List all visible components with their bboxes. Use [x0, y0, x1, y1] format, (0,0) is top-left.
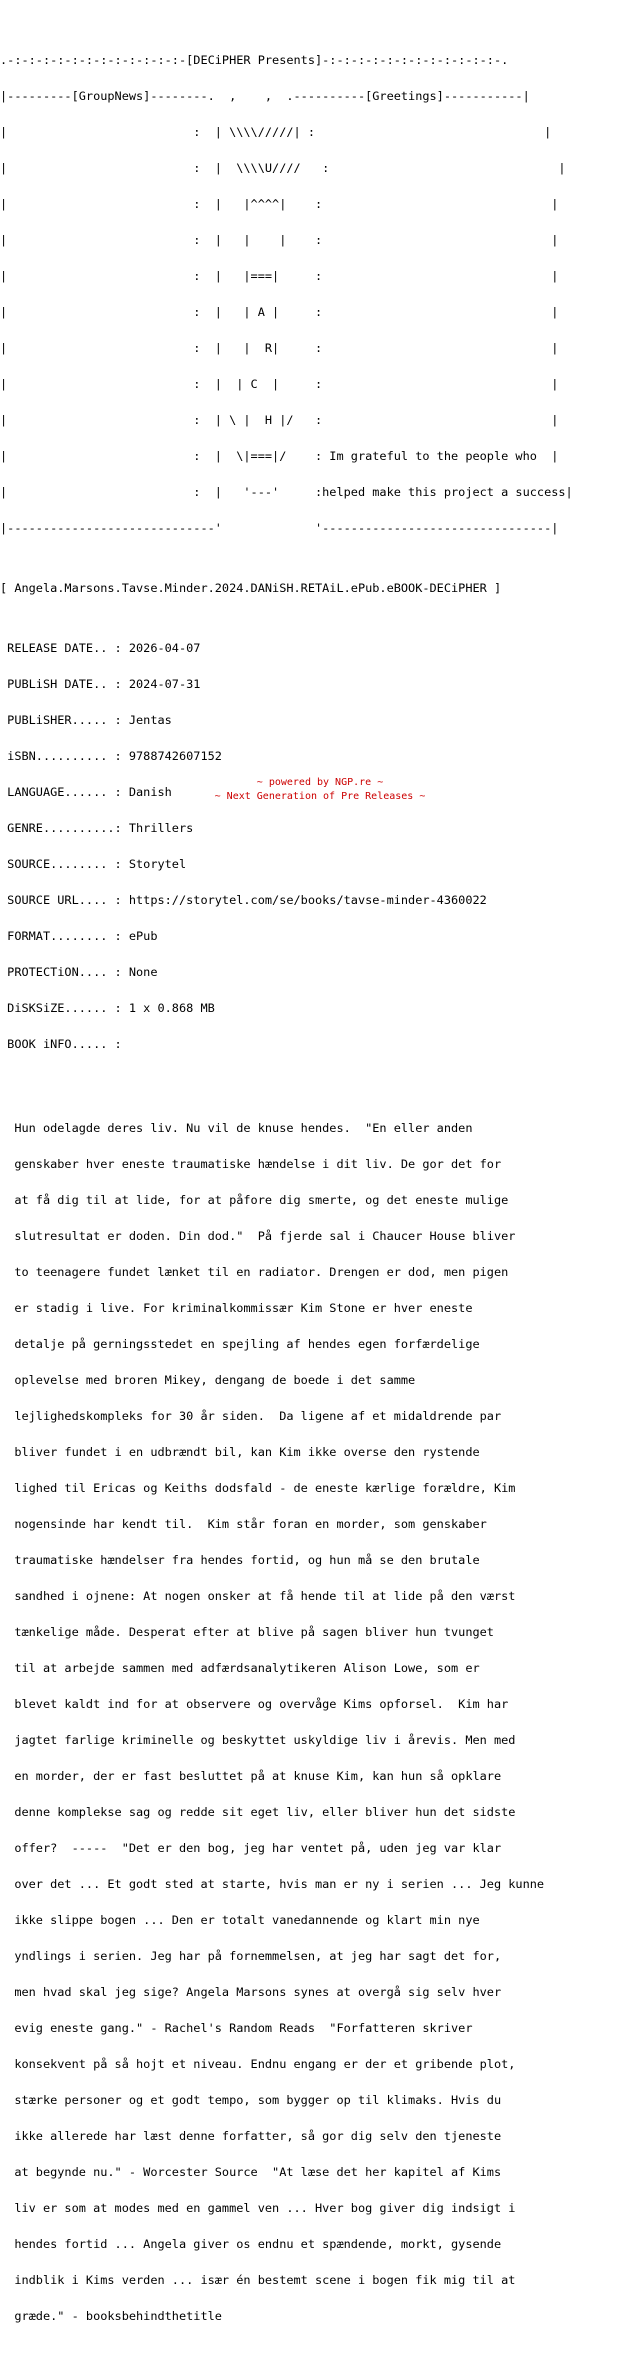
header-line: | : | \\\\/////| : |: [0, 125, 552, 139]
description-line: liv er som at modes med en gammel ven ... Hver bog giver dig indsigt i: [0, 2201, 516, 2215]
header-line: .-:-:-:-:-:-:-:-:-:-:-:-:-[DECiPHER Presents]-:-:-:-:-:-:-:-:-:-:-:-:-.: [0, 53, 509, 67]
description-line: jagtet farlige kriminelle og beskyttet uskyldige liv i årevis. Men med: [0, 1733, 516, 1747]
release-fields: [0, 618, 640, 1074]
field-release-date: RELEASE DATE.. : 2026-04-07: [0, 641, 201, 655]
description-line: græde." - booksbehindthetitle: [0, 2309, 222, 2323]
field-isbn: iSBN.......... : 9788742607152: [0, 749, 222, 763]
field-source-url: SOURCE URL.... : https://storytel.com/se/books/tavse-minder-4360022: [0, 893, 487, 907]
description-line: Hun odelagde deres liv. Nu vil de knuse hendes. "En eller anden: [0, 1121, 473, 1135]
description-line: ikke slippe bogen ... Den er totalt vanedannende og klart min nye: [0, 1913, 480, 1927]
field-genre: GENRE..........: Thrillers: [0, 821, 194, 835]
field-publisher: PUBLiSHER..... : Jentas: [0, 713, 172, 727]
description-line: konsekvent på så hojt et niveau. Endnu engang er der et gribende plot,: [0, 2057, 516, 2071]
header-line: | : | '---' :helped make this project a success|: [0, 485, 573, 499]
header-line: |---------[GroupNews]--------. , , .----------[Greetings]-----------|: [0, 89, 530, 103]
description-line: lejlighedskompleks for 30 år siden. Da ligene af et midaldrende par: [0, 1409, 502, 1423]
description-line: lighed til Ericas og Keiths dodsfald - de eneste kærlige forældre, Kim: [0, 1481, 516, 1495]
description-line: hendes fortid ... Angela giver os endnu et spændende, morkt, gysende: [0, 2237, 502, 2251]
book-description: [0, 1098, 640, 2346]
nfo-footer: [0, 776, 640, 804]
nfo-header-art: [0, 30, 640, 558]
description-line: stærke personer og et godt tempo, som bygger op til klimaks. Hvis du: [0, 2093, 502, 2107]
header-line: | : | \ | H |/ : |: [0, 413, 559, 427]
description-line: genskaber hver eneste traumatiske hændelse i dit liv. De gor det for: [0, 1157, 502, 1171]
description-line: at begynde nu." - Worcester Source "At læse det her kapitel af Kims: [0, 2165, 502, 2179]
header-line: | : | |===| : |: [0, 269, 559, 283]
field-publish-date: PUBLiSH DATE.. : 2024-07-31: [0, 677, 201, 691]
header-line: | : | | A | : |: [0, 305, 559, 319]
header-line: | : | | C | : |: [0, 377, 559, 391]
header-line: | : | \|===|/ : Im grateful to the people who |: [0, 449, 559, 463]
header-line: |-----------------------------' '--------------------------------|: [0, 521, 559, 535]
field-protection: PROTECTiON.... : None: [0, 965, 158, 979]
description-line: traumatiske hændelser fra hendes fortid, og hun må se den brutale: [0, 1553, 480, 1567]
description-line: indblik i Kims verden ... især én bestemt scene i bogen fik mig til at: [0, 2273, 516, 2287]
header-line: | : | | R| : |: [0, 341, 559, 355]
footer-powered-by: ~ powered by NGP.re ~: [256, 777, 384, 788]
release-title: [ Angela.Marsons.Tavse.Minder.2024.DANiSH.RETAiL.ePub.eBOOK-DECiPHER ]: [0, 581, 502, 595]
field-book-info: BOOK iNFO..... :: [0, 1037, 122, 1051]
description-line: to teenagere fundet lænket til en radiator. Drengen er dod, men pigen: [0, 1265, 509, 1279]
description-line: ikke allerede har læst denne forfatter, så gor dig selv den tjeneste: [0, 2129, 502, 2143]
field-disksize: DiSKSiZE...... : 1 x 0.868 MB: [0, 1001, 215, 1015]
field-format: FORMAT........ : ePub: [0, 929, 158, 943]
description-line: blevet kaldt ind for at observere og overvåge Kims opforsel. Kim har: [0, 1697, 509, 1711]
field-source: SOURCE........ : Storytel: [0, 857, 187, 871]
footer-tagline: ~ Next Generation of Pre Releases ~: [214, 791, 426, 802]
header-line: | : | \\\\U//// : |: [0, 161, 566, 175]
description-line: over det ... Et godt sted at starte, hvis man er ny i serien ... Jeg kunne: [0, 1877, 545, 1891]
description-line: offer? ----- "Det er den bog, jeg har ventet på, uden jeg var klar: [0, 1841, 502, 1855]
header-line: | : | | | : |: [0, 233, 559, 247]
description-line: til at arbejde sammen med adfærdsanalytikeren Alison Lowe, som er: [0, 1661, 480, 1675]
description-line: er stadig i live. For kriminalkommissær Kim Stone er hver eneste: [0, 1301, 473, 1315]
description-line: yndlings i serien. Jeg har på fornemmelsen, at jeg har sagt det for,: [0, 1949, 502, 1963]
description-line: sandhed i ojnene: At nogen onsker at få hende til at lide på den værst: [0, 1589, 516, 1603]
description-line: detalje på gerningsstedet en spejling af hendes egen forfærdelige: [0, 1337, 480, 1351]
description-line: oplevelse med broren Mikey, dengang de boede i det samme: [0, 1373, 416, 1387]
description-line: en morder, der er fast besluttet på at knuse Kim, kan hun så opklare: [0, 1769, 502, 1783]
description-line: evig eneste gang." - Rachel's Random Reads "Forfatteren skriver: [0, 2021, 473, 2035]
description-line: tænkelige måde. Desperat efter at blive på sagen bliver hun tvunget: [0, 1625, 494, 1639]
description-line: men hvad skal jeg sige? Angela Marsons synes at overgå sig selv hver: [0, 1985, 502, 1999]
description-line: denne komplekse sag og redde sit eget liv, eller bliver hun det sidste: [0, 1805, 516, 1819]
description-line: nogensinde har kendt til. Kim står foran en morder, som genskaber: [0, 1517, 487, 1531]
field-language: LANGUAGE...... : Danish: [0, 785, 172, 799]
header-line: | : | |^^^^| : |: [0, 197, 559, 211]
description-line: slutresultat er doden. Din dod." På fjerde sal i Chaucer House bliver: [0, 1229, 516, 1243]
description-line: at få dig til at lide, for at påfore dig smerte, og det eneste mulige: [0, 1193, 509, 1207]
description-line: bliver fundet i en udbrændt bil, kan Kim ikke overse den rystende: [0, 1445, 480, 1459]
